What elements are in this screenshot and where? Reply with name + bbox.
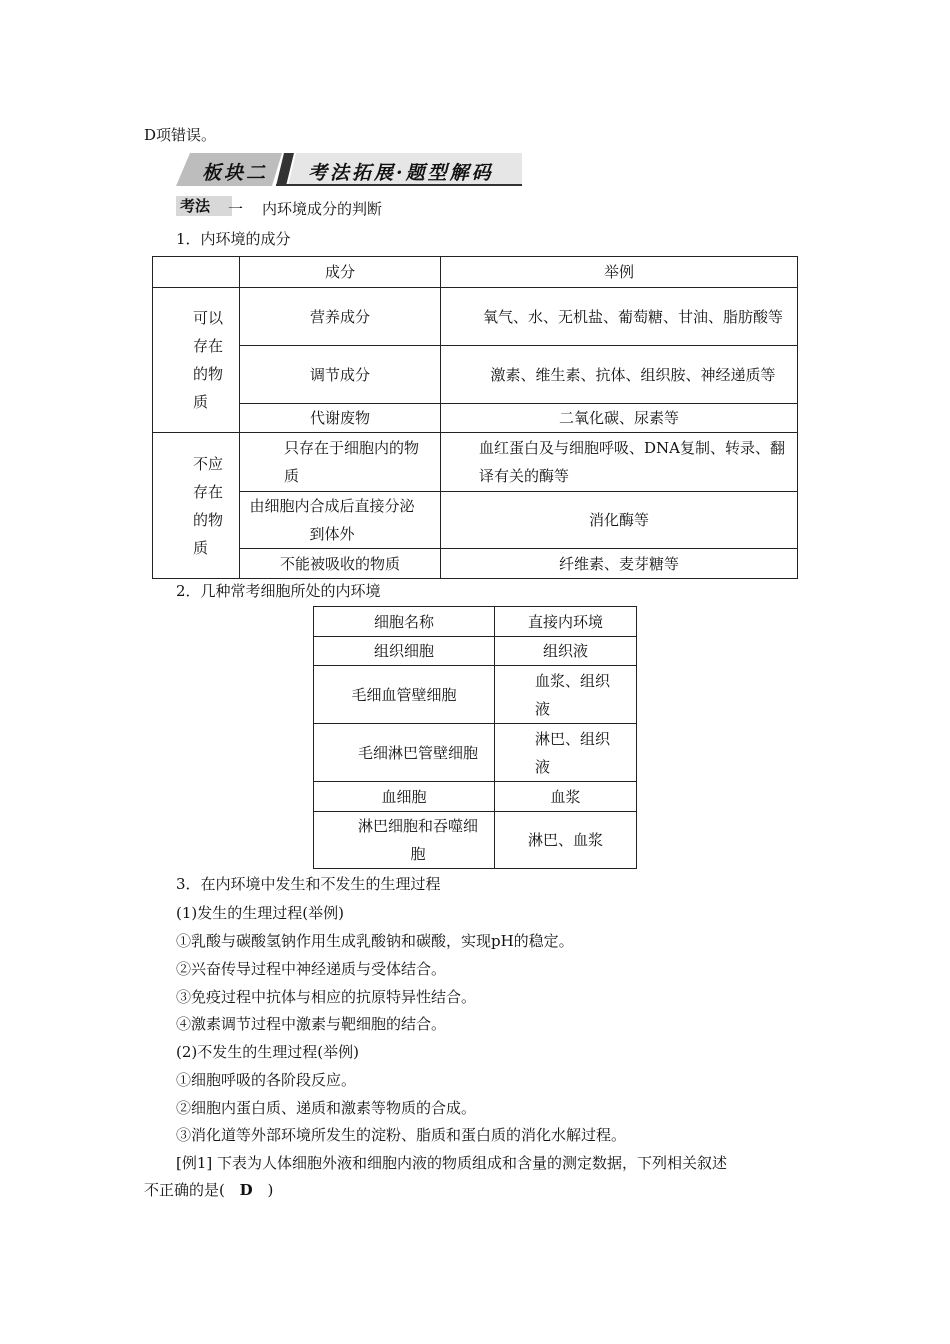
section-tag-label: 考法	[180, 197, 211, 215]
cell-name: 毛细淋巴管壁细胞	[314, 724, 495, 782]
example-line-2	[144, 1179, 273, 1200]
example-cell: 氧气、水、无机盐、葡萄糖、甘油、脂肪酸等	[441, 288, 798, 346]
cell-env: 血浆	[495, 782, 637, 812]
list-item: ②细胞内蛋白质、递质和激素等物质的合成。	[176, 1099, 477, 1117]
example-close: )	[267, 1181, 274, 1199]
example-cell: 二氧化碳、尿素等	[441, 404, 798, 433]
example-cell: 激素、维生素、抗体、组织胺、神经递质等	[441, 346, 798, 404]
list-item: ③消化道等外部环境所发生的淀粉、脂质和蛋白质的消化水解过程。	[176, 1126, 627, 1144]
section-title: 内环境成分的判断	[262, 200, 383, 218]
table1-header-component: 成分	[240, 257, 441, 288]
cell-name: 血细胞	[314, 782, 495, 812]
section-banner	[176, 153, 522, 186]
component-cell: 代谢废物	[240, 404, 441, 433]
component-cell: 调节成分	[240, 346, 441, 404]
table1-header-empty	[153, 257, 240, 288]
component-cell: 营养成分	[240, 288, 441, 346]
list-item: ③免疫过程中抗体与相应的抗原特异性结合。	[176, 988, 477, 1006]
subheading-1: (1)发生的生理过程(举例)	[176, 904, 344, 922]
example-cell: 消化酶等	[441, 492, 798, 549]
table2-header-cell: 细胞名称	[314, 607, 495, 637]
group1-label: 可以存在的物质	[193, 309, 224, 411]
intro-line: D项错误。	[144, 126, 217, 144]
cell-name: 淋巴细胞和吞噬细胞	[314, 812, 495, 869]
heading-3: 3．在内环境中发生和不发生的生理过程	[176, 875, 441, 893]
banner-left-text: 板块二	[202, 162, 269, 184]
group2-label: 不应存在的物质	[193, 454, 224, 557]
list-item: ④激素调节过程中激素与靶细胞的结合。	[176, 1015, 447, 1033]
cell-name: 组织细胞	[314, 637, 495, 666]
cell-env: 淋巴、血浆	[495, 812, 637, 869]
example-cell: 血红蛋白及与细胞呼吸、DNA复制、转录、翻译有关的酶等	[441, 433, 798, 492]
cell-env: 淋巴、组织液	[495, 724, 637, 782]
section-tag	[176, 196, 232, 216]
content-table	[152, 256, 798, 579]
component-cell: 不能被吸收的物质	[240, 549, 441, 579]
example-question: 不正确的是(	[144, 1181, 225, 1199]
component-cell: 由细胞内合成后直接分泌到体外	[240, 492, 441, 549]
cell-env: 血浆、组织液	[495, 666, 637, 724]
heading-2: 2．几种常考细胞所处的内环境	[176, 582, 381, 600]
list-item: ①细胞呼吸的各阶段反应。	[176, 1071, 357, 1089]
list-item: ②兴奋传导过程中神经递质与受体结合。	[176, 960, 447, 978]
example-answer: D	[239, 1181, 253, 1199]
table2-header-env: 直接内环境	[495, 607, 637, 637]
example-line-1: [例1] 下表为人体细胞外液和细胞内液的物质组成和含量的测定数据，下列相关叙述	[176, 1154, 728, 1172]
component-cell: 只存在于细胞内的物质	[240, 433, 441, 492]
heading-1: 1．内环境的成分	[176, 230, 291, 248]
list-item: ①乳酸与碳酸氢钠作用生成乳酸钠和碳酸，实现pH的稳定。	[176, 932, 574, 950]
table1-header-example: 举例	[441, 257, 798, 288]
banner-right-text: 考法拓展·题型解码	[308, 162, 494, 184]
cell-env: 组织液	[495, 637, 637, 666]
cell-name: 毛细血管壁细胞	[314, 666, 495, 724]
cell-environment-table	[313, 606, 637, 869]
example-cell: 纤维素、麦芽糖等	[441, 549, 798, 579]
subheading-2: (2)不发生的生理过程(举例)	[176, 1043, 359, 1061]
section-number: 一	[228, 200, 244, 218]
